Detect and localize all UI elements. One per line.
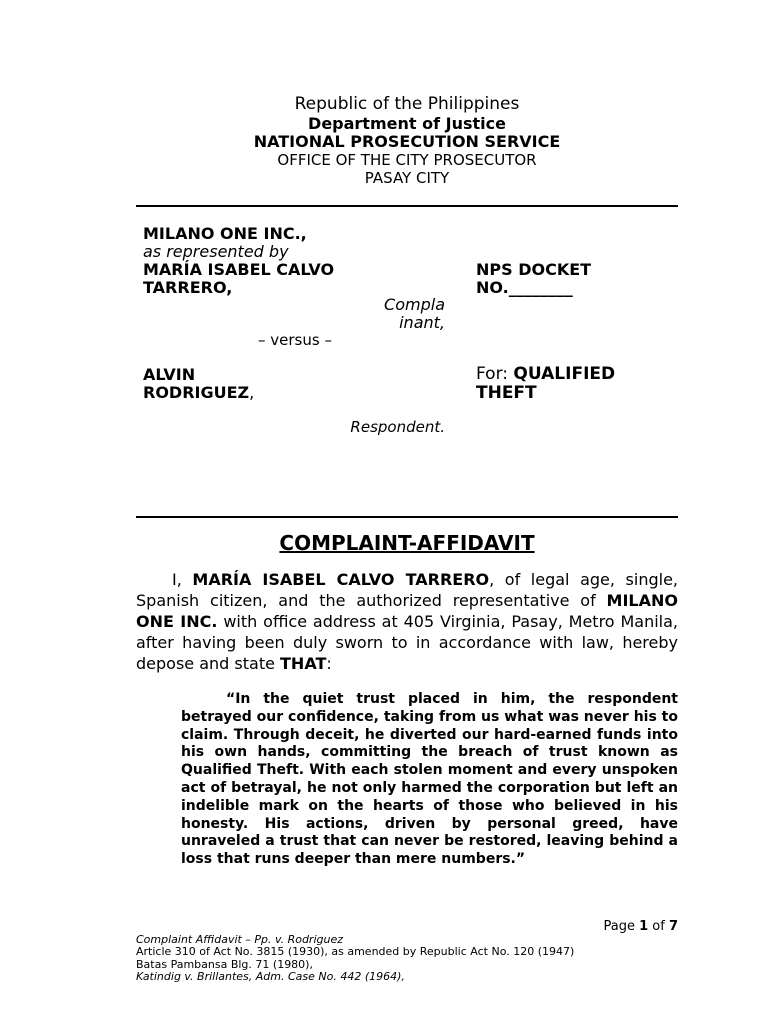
- header-office: OFFICE OF THE CITY PROSECUTOR: [277, 151, 537, 169]
- caption-divider: [136, 516, 678, 518]
- complainant-role-line1: Compla: [384, 295, 445, 314]
- header-republic: Republic of the Philippines: [294, 94, 520, 114]
- quote-paragraph: “In the quiet trust placed in him, the respondent betrayed our confidence, taking from us what was never his to claim. Through deceit, he diverted our hard-earned funds into his own hands, committing the breach of trust known as Qualified Theft. With each stolen moment and every unspoken act of betrayal, he not only harmed the corporation but left an indelible mark on the hearts of those who believed in his honesty. His actions, driven by personal greed, have unraveled a trust that can never be restored, leaving behind a loss that runs deeper than mere numbers.”: [181, 691, 678, 868]
- intro-text-1: I,: [172, 570, 193, 589]
- page-of: of: [648, 919, 669, 934]
- header-prosecution-service: NATIONAL PROSECUTION SERVICE: [253, 132, 561, 151]
- footer-line2: Article 310 of Act No. 3815 (1930), as amended by Republic Act No. 120 (1947): [136, 945, 575, 958]
- header-city: PASAY CITY: [364, 169, 450, 187]
- document-title: COMPLAINT-AFFIDAVIT: [279, 531, 535, 555]
- complainant-name-line2: TARRERO,: [143, 278, 233, 297]
- company-name: MILANO ONE INC.: [136, 591, 678, 631]
- intro-text-3: with office address at 405 Virginia, Pasay, Metro Manila, after having been duly sworn to in accordance with law, hereby depose and state: [136, 612, 679, 673]
- complainant-name-line1: MARÍA ISABEL CALVO: [143, 260, 335, 279]
- respondent-comma: ,: [249, 383, 255, 402]
- page-total: 7: [668, 919, 678, 934]
- complainant-role-line2: inant,: [399, 313, 445, 332]
- page-number: [560, 919, 678, 934]
- complainant-company: MILANO ONE INC.,: [143, 224, 307, 243]
- footer-line4: Katindig v. Brillantes, Adm. Case No. 442 (1964),: [136, 970, 405, 983]
- versus: – versus –: [258, 331, 332, 349]
- respondent-surname: RODRIGUEZ: [143, 383, 250, 402]
- affiant-name: MARÍA ISABEL CALVO TARRERO: [192, 570, 490, 589]
- intro-text-4: :: [326, 654, 332, 673]
- offense-line2: THEFT: [476, 383, 537, 403]
- docket-number: NO.________: [476, 278, 573, 297]
- docket-label: NPS DOCKET: [476, 260, 592, 279]
- footer-line3: Batas Pambansa Blg. 71 (1980),: [136, 958, 313, 971]
- header-department: Department of Justice: [308, 114, 506, 133]
- intro-text-2: , of legal age, single, Spanish citizen, and the authorized representative of: [136, 570, 678, 610]
- respondent-role: Respondent.: [350, 418, 445, 436]
- represented-by: as represented by: [143, 242, 289, 261]
- that-keyword: THAT: [280, 654, 327, 673]
- offense-qualified: QUALIFIED: [513, 364, 616, 384]
- for-prefix: For:: [476, 364, 514, 384]
- header-divider: [136, 205, 678, 207]
- respondent-name-line2: [143, 383, 254, 402]
- footer-line1: Complaint Affidavit – Pp. v. Rodriguez: [136, 933, 344, 946]
- offense-line1: [476, 364, 615, 384]
- respondent-name-line1: ALVIN: [143, 365, 196, 384]
- intro-paragraph: [136, 569, 678, 674]
- page-prefix: Page: [603, 919, 640, 934]
- page-current: 1: [639, 919, 649, 934]
